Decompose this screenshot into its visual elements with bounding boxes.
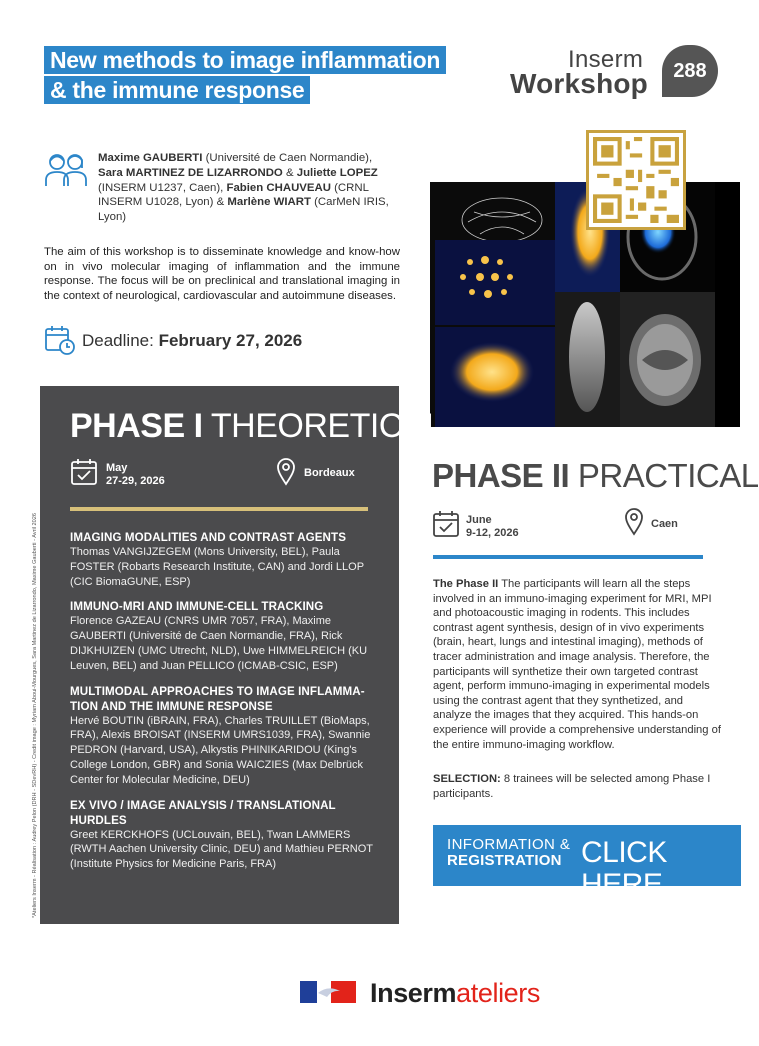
phase2-body: The participants will learn all the steps involved in an immuno-imaging experiment for MRI, MPI and photoacoustic imaging in rodents. This includes contrast agent synthesis, design of in vivo experiments (brain, heart, lungs and intestinal imaging), methods of tracer administration and image analysis. Therefore, the participants will synthetize their own targeted contrast agent, perform immuno-imaging in experimental models using the contrast agent that they synthetized, and analyze the images that they acquired. This hands-on experience will provide a comprehensive understanding of the entire immuno-imaging workflow. <box>433 578 721 751</box>
session-item <box>70 530 380 589</box>
sessions-list <box>70 530 380 882</box>
phase1-month: May <box>106 462 128 474</box>
author-name: Fabien CHAUVEAU <box>226 181 331 194</box>
registration-cta: CLICK HERE <box>581 836 667 901</box>
session-speakers: Florence GAZEAU (CNRS UMR 7057, FRA), Maxime GAUBERTI (Université de Caen Normandie, FRA), Rick DIJKHUIZEN (UMC Utrecht, NLD), Uwe HIMMELREICH (KU Leuven, BEL) and Juan PELLICO (ICMAB-CSIC, ESP) <box>70 615 368 672</box>
author-name: Juliette LOPEZ <box>296 166 378 179</box>
title-line-2: & the immune response <box>44 76 310 104</box>
author-name: Sara MARTINEZ DE LIZARRONDO <box>98 166 283 179</box>
phase2-divider <box>433 555 703 559</box>
phase2-title <box>432 458 759 494</box>
inserm-ateliers-logo <box>370 978 540 1008</box>
intro-paragraph: The aim of this workshop is to disseminate knowledge and know-how on in vivo molecular imaging of inflammation and the immune response. The focus will be on preclinical and translational imaging in the context of neurological, cardiovascular and autoimmune diseases. <box>44 246 400 302</box>
author-separator: & <box>285 166 294 179</box>
inserm-brand: Inserm <box>370 978 457 1008</box>
session-item <box>70 798 380 872</box>
deadline-label: Deadline: <box>82 331 154 350</box>
phase1-title-light: THEORETICAL <box>210 407 444 445</box>
phase1-city: Bordeaux <box>304 467 355 479</box>
author-affiliation: (CarMeN IRIS, Lyon) <box>98 196 389 224</box>
qr-code[interactable] <box>586 130 686 230</box>
title-line-1: New methods to image inflammation <box>44 46 446 74</box>
workshop-number-badge: 288 <box>662 45 718 97</box>
imaging-collage-graphic <box>430 182 740 427</box>
calendar-check-icon <box>70 458 98 486</box>
author-affiliation: (Université de Caen Normandie), <box>205 152 373 164</box>
republique-francaise-logo <box>300 981 356 1003</box>
workshop-label: Workshop <box>510 68 648 99</box>
imaging-collage <box>430 182 740 427</box>
authors-list <box>98 151 390 225</box>
session-title: MULTIMODAL APPROACHES TO IMAGE INFLAMMA-TION AND THE IMMUNE RESPONSE <box>70 684 365 713</box>
session-speakers: Greet KERCKHOFS (UCLouvain, BEL), Twan LAMMERS (RWTH Aachen University Clinic, DEU) and Mathieu PERNOT (Institute Physics for Medicine Paris, FRA) <box>70 828 373 871</box>
location-pin-icon <box>276 458 296 486</box>
location-pin-icon <box>624 508 644 536</box>
phase2-month: June <box>466 514 492 526</box>
ateliers-brand: ateliers <box>456 978 540 1008</box>
session-title: IMAGING MODALITIES AND CONTRAST AGENTS <box>70 531 347 544</box>
phase1-title <box>70 408 443 444</box>
phase2-title-light: PRACTICAL <box>577 457 759 494</box>
registration-line-1: INFORMATION & <box>447 836 571 853</box>
selection-note <box>433 772 723 801</box>
deadline <box>82 331 302 351</box>
author-separator: & <box>216 196 225 209</box>
selection-text: 8 trainees will be selected among Phase I participants. <box>433 773 711 800</box>
session-item <box>70 599 380 673</box>
session-speakers: Hervé BOUTIN (iBRAIN, FRA), Charles TRUILLET (BioMaps, FRA), Alexis BROISAT (INSERM UMRS1039, FRA), Swannie PEDRON (Harvard, USA), Alkystis PHINIKARIDOU (King's College London, GBR) and Sonia WAICZIES (Max Delbrück Center for Molecular Medicine, DEU) <box>70 714 371 786</box>
workshop-title <box>44 46 484 106</box>
people-icon <box>44 150 88 188</box>
calendar-clock-icon <box>44 324 76 356</box>
selection-label: SELECTION: <box>433 773 501 785</box>
phase2-city: Caen <box>651 518 678 530</box>
phase1-dates: 27-29, 2026 <box>106 475 165 487</box>
phase2-dates: 9-12, 2026 <box>466 527 519 539</box>
image-credit: *Ateliers Inserm - Réalisation : Audrey Pelon (DRH - SDevRH) - Credit image : Myriam Aboui-Mourgues, Sara Martinez de Lizarrondo, Maxime Gauberti - Avril 2026 <box>32 513 38 918</box>
phase2-title-bold: PHASE II <box>432 457 570 494</box>
qr-code-graphic <box>593 137 679 223</box>
session-title: EX VIVO / IMAGE ANALYSIS / TRANSLATIONAL HURDLES <box>70 798 336 827</box>
session-title: IMMUNO-MRI AND IMMUNE-CELL TRACKING <box>70 600 324 614</box>
phase2-description <box>433 577 723 752</box>
deadline-date: February 27, 2026 <box>158 331 303 350</box>
author-affiliation: (INSERM U1237, Caen), <box>98 181 224 194</box>
registration-line-2: REGISTRATION <box>447 852 562 869</box>
session-item <box>70 684 380 788</box>
author-affiliation: (CRNL INSERM U1028, Lyon) <box>98 181 369 209</box>
phase1-divider <box>70 507 368 511</box>
author-name: Maxime GAUBERTI <box>98 152 203 164</box>
workshop-brand: Inserm <box>568 46 644 73</box>
phase1-title-bold: PHASE I <box>70 407 203 445</box>
phase2-lead: The Phase II <box>433 578 499 590</box>
author-name: Marlène WIART <box>227 196 311 209</box>
calendar-check-icon <box>432 510 460 538</box>
session-speakers: Thomas VANGIJZEGEM (Mons University, BEL), Paula FOSTER (Robarts Research Institute, CAN) and Jordi LLOP (CIC BiomaGUNE, ESP) <box>70 546 364 588</box>
registration-button[interactable] <box>433 825 741 901</box>
phase1-panel <box>40 386 444 924</box>
